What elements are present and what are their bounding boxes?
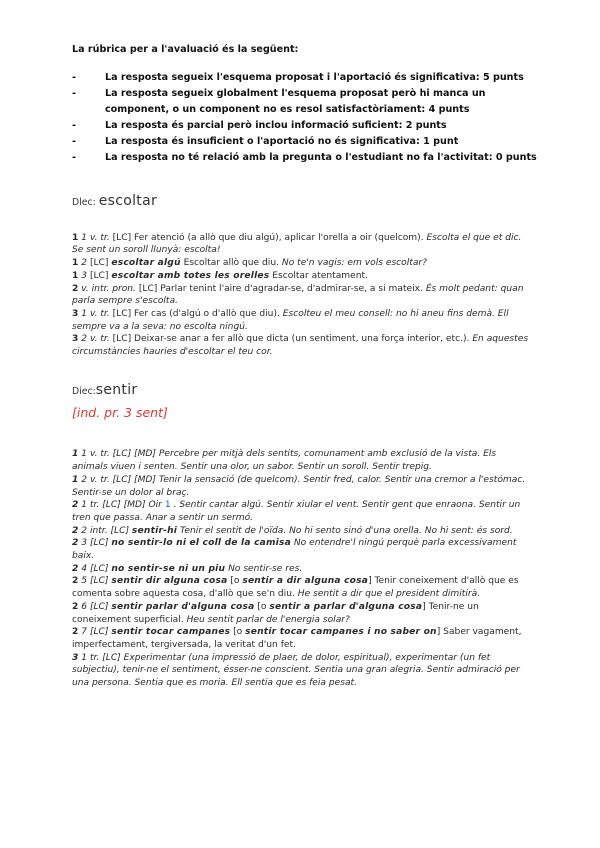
sense: 2 5 [LC] sentir dir alguna cosa [o sentir a dir alguna cosa] Tenir coneixement d'allò que es comenta sobre aquesta cosa, d'allò que se'n diu. He sentit a dir que el president dimitirà. xyxy=(72,576,519,600)
source-label: Dlec: xyxy=(72,197,96,208)
entry-heading xyxy=(72,195,534,210)
cross-reference-link[interactable]: 1 xyxy=(164,500,171,511)
rubric-item xyxy=(72,70,542,86)
source-label: Diec: xyxy=(72,386,96,397)
entry-heading xyxy=(72,384,534,399)
headword: escoltar xyxy=(98,193,158,209)
sense: 3 1 tr. [LC] Experimentar (una impressió de plaer, de dolor, espiritual), experimentar (un fet subjectiu), tenir-ne el sentiment, ésser-ne conscient. Sentia una gran alegria. Sentir admiració per una persona. Sentia que es moria. Ell sentia que es feia pesat. xyxy=(72,652,520,689)
bullet-dash: - xyxy=(72,152,76,163)
dictionary-entry-sentir xyxy=(72,384,534,690)
bullet-dash: - xyxy=(72,136,76,147)
sense: 2 2 intr. [LC] sentir-hi Tenir el sentit de l'oïda. No hi sento sinó d'una orella. No hi sent: és sord. xyxy=(72,525,513,536)
rubric-item xyxy=(72,134,542,150)
sense: 2 3 [LC] no sentir-lo ni el coll de la camisa No entendre'l ningú perquè parla excessivament baix. xyxy=(72,538,517,562)
sense: 1 2 [LC] escoltar algú Escoltar allò que diu. No te'n vagis: em vols escoltar? xyxy=(72,258,427,269)
sense: 2 1 tr. [LC] [MD] Oir 1 . Sentir cantar algú. Sentir xiular el vent. Sentir gent que enraona. Sentir un tren que passa. Anar a sentir un sermó. xyxy=(72,500,521,523)
sense: 1 1 v. tr. [LC] Fer atenció (a allò que diu algú), aplicar l'orella a oir (quelcom). Escolta el que et dic. Se sent un soroll llunyà: escolta! xyxy=(72,232,522,256)
sense: 1 1 v. tr. [LC] [MD] Percebre per mitjà dels sentits, comunament amb exclusió de la vista. Els animals viuen i senten. Sentir una olor, un sabor. Sentir un soroll. Sentir trepig. xyxy=(72,449,497,473)
rubric-item-text: La resposta no té relació amb la pregunta o l'estudiant no fa l'activitat: 0 punts xyxy=(105,152,537,163)
rubric-intro: La rúbrica per a l'avaluació és la següent: xyxy=(72,44,299,55)
rubric-item-text: La resposta és insuficient o l'aportació no és significativa: 1 punt xyxy=(105,136,459,147)
rubric-item-text: La resposta segueix l'esquema proposat i l'aportació és significativa: 5 punts xyxy=(105,72,524,83)
sense: 3 1 v. tr. [LC] Fer cas (d'algú o d'allò que diu). Escolteu el meu consell: no hi aneu fins demà. Ell sempre va a la seva: no escolta ningú. xyxy=(72,308,509,332)
sense: 1 3 [LC] escoltar amb totes les orelles Escoltar atentament. xyxy=(72,270,368,281)
sense: 3 2 v. tr. [LC] Deixar-se anar a fer allò que dicta (un sentiment, una força interior, etc.). En aquestes circumstàncies hauries d'escoltar el teu cor. xyxy=(72,334,529,358)
rubric-item-text: La resposta segueix globalment l'esquema proposat però hi manca un component, o un component no es resol satisfactòriament: 4 punts xyxy=(105,88,486,115)
rubric-item xyxy=(72,86,542,118)
headword: sentir xyxy=(95,382,138,398)
sense: 1 2 v. tr. [LC] [MD] Tenir la sensació (de quelcom). Sentir fred, calor. Sentir una cremor a l'estómac. Sentir-se un dolor al braç. xyxy=(72,474,526,498)
sense: 2 v. intr. pron. [LC] Parlar tenint l'aire d'agradar-se, d'admirar-se, a si mateix. És molt pedant: quan parla sempre s'escolta. xyxy=(72,283,524,307)
sense: 2 4 [LC] no sentir-se ni un piu No sentir-se res. xyxy=(72,563,303,574)
rubric-item xyxy=(72,150,542,166)
rubric-item xyxy=(72,118,542,134)
dictionary-entry-escoltar xyxy=(72,195,534,359)
grammar-note: [ind. pr. 3 sent] xyxy=(72,404,168,420)
rubric-section xyxy=(72,42,542,166)
rubric-item-text: La resposta és parcial però inclou informació suficient: 2 punts xyxy=(105,120,447,131)
bullet-dash: - xyxy=(72,72,76,83)
bullet-dash: - xyxy=(72,88,76,99)
sense: 2 6 [LC] sentir parlar d'alguna cosa [o sentir a parlar d'alguna cosa] Tenir-ne un coneixement superficial. Heu sentit parlar de l'energia solar? xyxy=(72,601,479,625)
sense: 2 7 [LC] sentir tocar campanes [o sentir tocar campanes i no saber on] Saber vagament, imperfectament, tergiversada, la veritat d'un fet. xyxy=(72,627,522,650)
bullet-dash: - xyxy=(72,120,76,131)
